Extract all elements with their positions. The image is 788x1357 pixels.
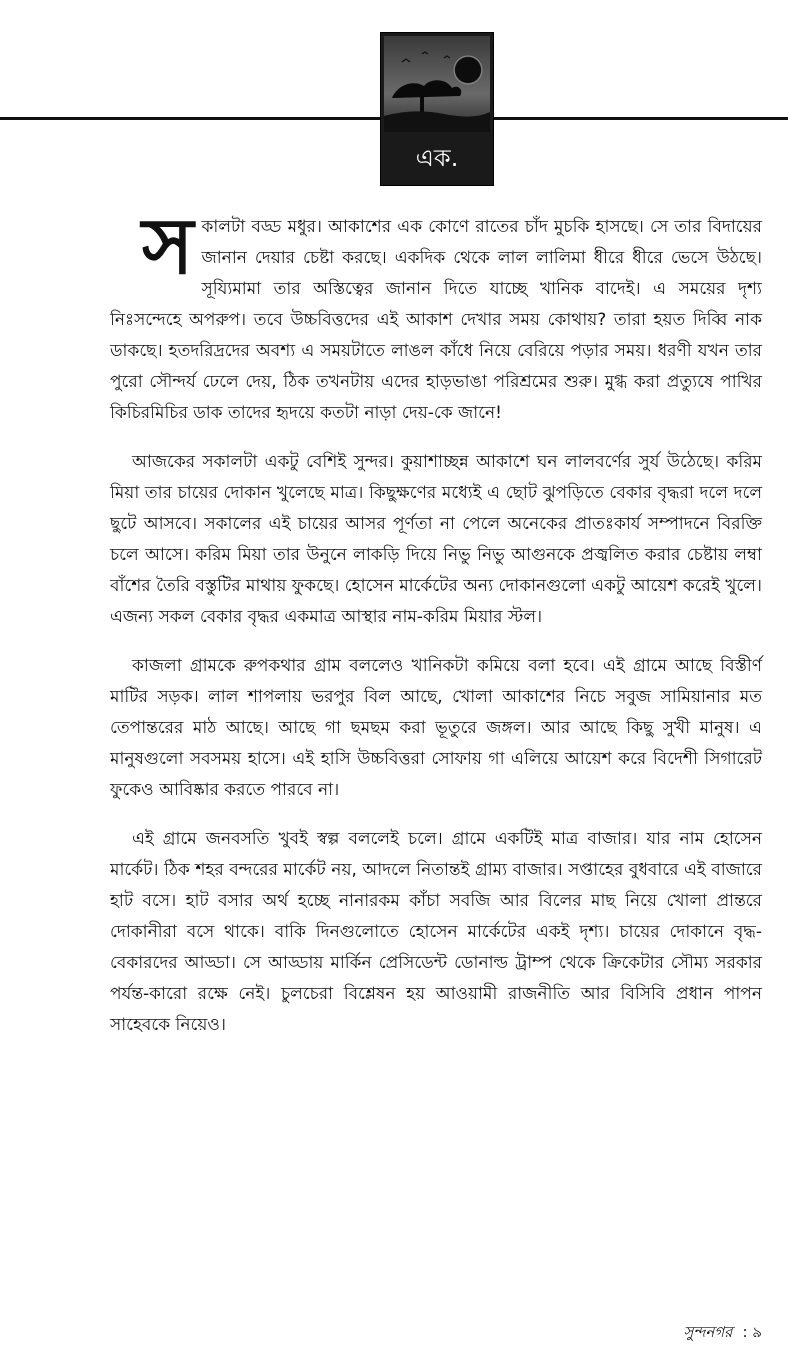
running-title: সুন্দনগর [683, 1323, 733, 1341]
paragraph [110, 202, 762, 429]
page-footer [683, 1322, 762, 1342]
drop-cap: স [142, 202, 194, 292]
chapter-body [110, 202, 762, 1059]
chapter-illustration [384, 36, 490, 132]
paragraph: কাজলা গ্রামকে রুপকথার গ্রাম বললেও খানিকটা কমিয়ে বলা হবে। এই গ্রামে আছে বিস্তীর্ণ মাটির সড়ক। লাল শাপলায় ভরপুর বিল আছে, খোলা আকাশের নিচে সবুজ সামিয়ানার মত তেপান্তরের মাঠ আছে। আছে গা ছমছম করা ভূতুরে জঙ্গল। আর আছে কিছু সুখী মানুষ। এ মানুষগুলো সবসময় হাসে। এই হাসি উচ্চবিত্তরা সোফায় গা এলিয়ে আয়েশ করে বিদেশী সিগারেট ফুকেও আবিষ্কার করতে পারবে না। [110, 656, 762, 800]
chapter-header [380, 32, 494, 186]
paragraph-text: কালটা বড্ড মধুর। আকাশের এক কোণে রাতের চাঁদ মুচকি হাসছে। সে তার বিদায়ের জানান দেয়ার চেষ্টা করছে। একদিক থেকে লাল লালিমা ধীরে ধীরে ভেসে উঠছে। সূয্যিমামা তার অস্তিত্বের জানান দিতে যাচ্ছে খানিক বাদেই। এ সময়ের দৃশ্য নিঃসন্দেহে অপরুপ। তবে উচ্চবিত্তদের এই আকাশ দেখার সময় কোথায়? তারা হয়ত দিব্বি নাক ডাকছে। হতদরিদ্রদের অবশ্য এ সময়টাতে লাঙল কাঁধে নিয়ে বেরিয়ে পড়ার সময়। ধরণী যখন তার পুরো সৌন্দর্য ঢেলে দেয়, ঠিক তখনটায় এদের হাড়ভাঙা পরিশ্রমের শুরু। মুগ্ধ করা প্রত্যুষে পাখির কিচিরমিচির ডাক তাদের হৃদয়ে কতটা নাড়া দেয়-কে জানে! [110, 217, 762, 423]
paragraph: এই গ্রামে জনবসতি খুবই স্বল্প বললেই চলে। গ্রামে একটিই মাত্র বাজার। যার নাম হোসেন মার্কেট। ঠিক শহর বন্দরের মার্কেট নয়, আদলে নিতান্তই গ্রাম্য বাজার। সপ্তাহের বুধবারে এই বাজারে হাট বসে। হাট বসার অর্থ হচ্ছে নানারকম কাঁচা সবজি আর বিলের মাছ নিয়ে খোলা প্রান্তরে দোকানীরা বসে থাকে। বাকি দিনগুলোতে হোসেন মার্কেটের একই দৃশ্য। চায়ের দোকানে বৃদ্ধ-বেকারদের আড্ডা। সে আড্ডায় মার্কিন প্রেসিডেন্ট ডোনাল্ড ট্রাম্প থেকে ক্রিকেটার সৌম্য সরকার পর্যন্ত-কারো রক্ষে নেই। চুলচেরা বিশ্লেষন হয় আওয়ামী রাজনীতি আর বিসিবি প্রধান পাপন সাহেবকে নিয়েও। [110, 829, 762, 1035]
paragraph: আজকের সকালটা একটু বেশিই সুন্দর। কুয়াশাচ্ছন্ন আকাশে ঘন লালবর্ণের সুর্য উঠেছে। করিম মিয়া তার চায়ের দোকান খুলেছে মাত্র। কিছুক্ষণের মধ্যেই এ ছোট ঝুপড়িতে বেকার বৃদ্ধরা দলে দলে ছুটে আসবে। সকালের এই চায়ের আসর পূর্ণতা না পেলে অনেকের প্রাতঃকার্য সম্পাদনে বিরক্তি চলে আসে। করিম মিয়া তার উনুনে লাকড়ি দিয়ে নিভু নিভু আগুনকে প্রজ্বলিত করার চেষ্টায় লম্বা বাঁশের তৈরি বস্তুটির মাথায় ফুকছে। হোসেন মার্কেটের অন্য দোকানগুলো একটু আয়েশ করেই খুলে। এজন্য সকল বেকার বৃদ্ধর একমাত্র আস্থার নাম-করিম মিয়ার স্টল। [110, 452, 762, 627]
page-number: : ৯ [742, 1323, 762, 1341]
chapter-title: এক. [415, 144, 459, 172]
